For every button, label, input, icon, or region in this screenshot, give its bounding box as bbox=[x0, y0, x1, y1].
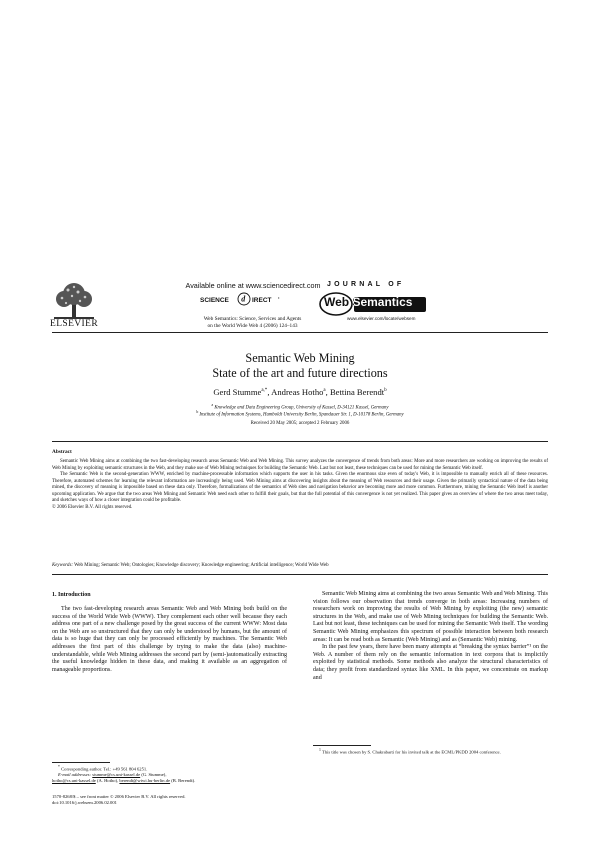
journal-name: Web Semantics bbox=[324, 295, 413, 309]
affil-mark: a bbox=[211, 403, 214, 407]
email-label: E-mail addresses: bbox=[58, 772, 92, 778]
abstract-top-rule bbox=[52, 441, 548, 442]
web-semantics-logo bbox=[318, 290, 430, 318]
affil-mark: b bbox=[196, 410, 199, 414]
footnote-1 bbox=[313, 748, 548, 755]
email-owner: (G. Stumme), bbox=[141, 772, 167, 778]
publisher-name: ELSEVIER bbox=[50, 319, 99, 329]
author-name: Bettina Berendt bbox=[329, 387, 385, 397]
footnote-text: This title was chosen by S. Chakrabarti for his invited talk at the ECML/PKDD 2004 conference. bbox=[322, 749, 501, 755]
issn-line: 1570-8268/$ – see front matter © 2006 Elsevier B.V. All rights reserved. bbox=[52, 794, 186, 799]
issn-doi-block bbox=[52, 794, 186, 806]
abstract-paragraph: The Semantic Web is the second-generation WWW, enriched by machine-processable information which supports the user in his tasks. Given the enormous size even of today's Web, it is impossible to manually enrich all of these resources. Therefore, automated schemes for learning the relevant information are increasingly being used. Web Mining aims at discovering insights about the meaning of Web resources and their usage. Given the primarily syntactical nature of the data being mined, the discovery of meaning is impossible based on these data only. Therefore, formalizations of the semantics of Web sites and navigation behavior are becoming more and more common. Furthermore, mining the Semantic Web itself is another upcoming application. We argue that the two areas Web Mining and Semantic Web need each other to fulfill their goals, but that the full potential of this convergence is not yet realized. This paper gives an overview of where the two areas meet today, and sketches ways of how a closer integration could be profitable. bbox=[52, 472, 548, 504]
svg-text:SCIENCE: SCIENCE bbox=[200, 297, 229, 304]
author-list: Gerd Stumme$^{a,*}$, Andreas Hotho$^a$, Bettina Berendt$^b$ bbox=[213, 387, 387, 397]
email-owner: (A. Hotho), bbox=[96, 778, 119, 784]
sciencedirect-logo bbox=[196, 292, 306, 306]
email-link[interactable]: berendt@wiwi.hu-berlin.de bbox=[119, 778, 171, 784]
available-online-line: Available online at www.sciencedirect.com bbox=[185, 281, 321, 290]
affiliation-b bbox=[52, 410, 548, 418]
body-paragraph: Semantic Web Mining aims at combining the two areas Semantic Web and Web Mining. This vision follows our observation that trends converge in both areas: Increasing numbers of researchers work on improving the results of Web Mining by exploiting (the new) semantic structures in the Web, and make use of Web Mining techniques for building the Semantic Web. Last but not least, these techniques can be used for mining the Semantic Web itself. The wording Semantic Web Mining emphasizes this spectrum of possible interaction between both research areas: It can be read both as Semantic (Web Mining) and as (Semantic Web) mining. bbox=[313, 591, 548, 643]
right-column bbox=[313, 591, 548, 682]
keywords-list: Web Mining; Semantic Web; Ontologies; Knowledge discovery; Knowledge engineering; Artificial intelligence; World Wide Web bbox=[74, 563, 329, 568]
paper-subtitle: State of the art and future directions bbox=[212, 366, 388, 380]
footnote-text: Corresponding author. Tel.: +49 561 804 6251. bbox=[61, 766, 148, 772]
svg-text:•: • bbox=[278, 295, 280, 300]
affil-text: Institute of Information Systems, Humboldt University Berlin, Spandauer Str. 1, D-10178 Berlin, Germany bbox=[199, 412, 404, 418]
email-link[interactable]: hotho@cs.uni-kassel.de bbox=[52, 778, 96, 784]
body-paragraph: The two fast-developing research areas Semantic Web and Web Mining both build on the success of the World Wide Web (WWW). They complement each other well because they each address one part of a new challenge posed by the great success of the current WWW: Most data on the Web are so unstructured that they can only be understood by humans, but the amount of data is so huge that they can only be processed efficiently by machines. The Semantic Web addresses the first part of this challenge by trying to make the data (also) machine-understandable, while Web Mining addresses the second part by (semi-)automatically extracting the useful knowledge hidden in these data, and making it available as an aggregation of manageable proportions. bbox=[52, 606, 287, 673]
footnote-mark: 1 bbox=[319, 748, 321, 752]
footnote-rule-right bbox=[313, 745, 371, 746]
citation-line-1: Web Semantics: Science, Services and Agents bbox=[203, 316, 302, 322]
doi-link[interactable]: doi:10.1016/j.websem.2006.02.001 bbox=[52, 800, 117, 805]
abstract-paragraph: Semantic Web Mining aims at combining the two fast-developing research areas Semantic Web and Web Mining. This survey analyzes the convergence of trends from both areas: More and more researchers are working on improving the results of Web Mining by exploiting semantic structures in the Web, and they make use of Web Mining techniques for building the Semantic Web. Last but not least, these techniques can be used for mining the Semantic Web itself. bbox=[52, 459, 548, 471]
copyright-line: © 2006 Elsevier B.V. All rights reserved. bbox=[52, 504, 133, 510]
email-link[interactable]: stumme@cs.uni-kassel.de bbox=[92, 772, 141, 778]
paper-title: Semantic Web Mining bbox=[245, 351, 355, 365]
journal-url[interactable]: www.elsevier.com/locate/websem bbox=[347, 316, 416, 321]
footnote-mark: * bbox=[58, 765, 60, 769]
svg-text:IRECT: IRECT bbox=[252, 297, 272, 304]
svg-text:d: d bbox=[241, 294, 246, 304]
section-heading: 1. Introduction bbox=[52, 592, 91, 598]
received-dates: Received 20 May 2005; accepted 2 February 2006 bbox=[250, 421, 350, 426]
body-paragraph: In the past few years, there have been many attempts at “breaking the syntax barrier”¹ on the Web. A number of them rely on the semantic information in text corpora that is implicitly exploited by statistical methods. Some methods also analyze the structural characteristics of data; they profit from standardized syntax like XML. In this paper, we concentrate on markup and bbox=[313, 644, 548, 681]
abstract-heading: Abstract bbox=[52, 449, 72, 455]
header-rule bbox=[52, 332, 548, 333]
elsevier-tree-logo bbox=[52, 280, 96, 320]
abstract-body bbox=[52, 459, 548, 511]
author-name: Gerd Stumme bbox=[213, 387, 262, 397]
author-affil-mark: a bbox=[323, 388, 326, 394]
abstract-bottom-rule bbox=[52, 574, 548, 575]
citation-line-2: on the World Wide Web 4 (2006) 124–143 bbox=[207, 323, 298, 329]
author-affil-mark: a,* bbox=[261, 388, 268, 394]
journal-of-label: JOURNAL OF bbox=[327, 281, 405, 288]
footnote-rule-left bbox=[52, 762, 110, 763]
author-affil-mark: b bbox=[384, 388, 387, 394]
sciencedirect-logo-art bbox=[196, 292, 306, 306]
journal-citation bbox=[165, 316, 340, 330]
author-name: Andreas Hotho bbox=[271, 387, 324, 397]
keywords-line bbox=[52, 563, 548, 568]
footnote-corresponding bbox=[52, 765, 287, 784]
keywords-label: Keywords: bbox=[52, 563, 74, 568]
left-column bbox=[52, 606, 287, 674]
email-owner: (B. Berendt). bbox=[171, 778, 196, 784]
affil-text: Knowledge and Data Engineering Group, University of Kassel, D-34121 Kassel, Germany bbox=[214, 405, 389, 411]
